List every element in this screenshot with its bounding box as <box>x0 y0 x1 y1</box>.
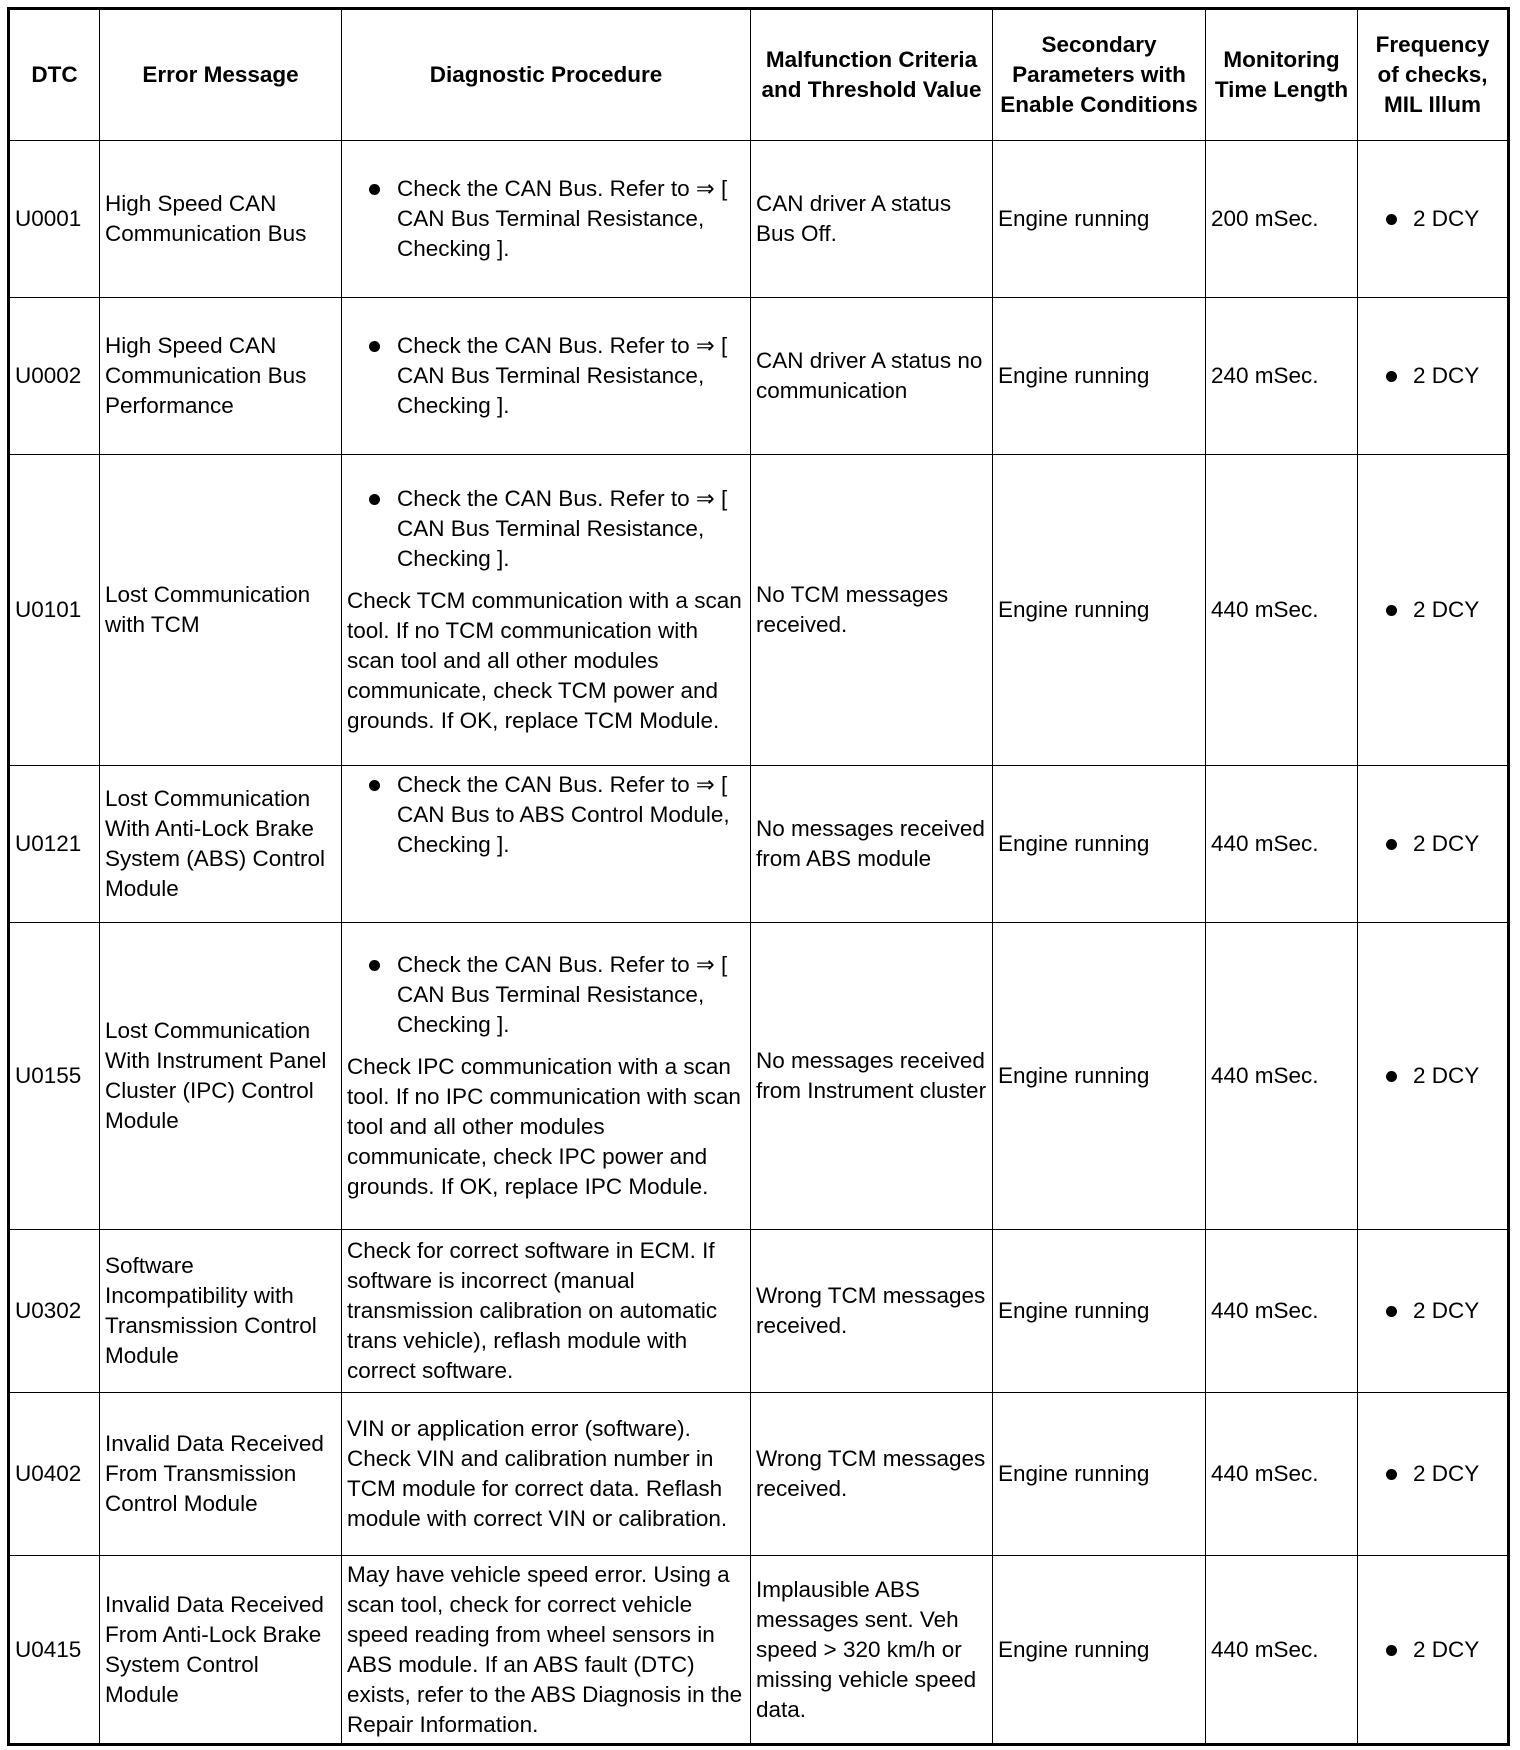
error-message: Lost Communication With Instrument Panel Cluster (IPC) Control Module <box>100 923 342 1230</box>
dtc-code: U0002 <box>9 298 100 455</box>
monitoring-time: 440 mSec. <box>1206 923 1358 1230</box>
header-diagnostic-procedure: Diagnostic Procedure <box>342 9 751 141</box>
malfunction-criteria: Implausible ABS messages sent. Veh speed > 320 km/h or missing vehicle speed data. <box>751 1556 993 1745</box>
error-message: Lost Communication with TCM <box>100 455 342 766</box>
procedure-bullet: Check the CAN Bus. Refer to ⇒ [ CAN Bus Terminal Resistance, Checking ]. <box>347 174 745 264</box>
error-message: Invalid Data Received From Transmission Control Module <box>100 1393 342 1556</box>
diagnostic-procedure <box>342 923 751 1230</box>
malfunction-criteria: No TCM messages received. <box>751 455 993 766</box>
diagnostic-procedure: May have vehicle speed error. Using a scan tool, check for correct vehicle speed reading from wheel sensors in ABS module. If an ABS fault (DTC) exists, refer to the ABS Diagnosis in the Repair Information. <box>342 1556 751 1745</box>
frequency-cell <box>1358 766 1509 923</box>
monitoring-time: 440 mSec. <box>1206 766 1358 923</box>
monitoring-time: 440 mSec. <box>1206 1393 1358 1556</box>
diagnostic-procedure <box>342 766 751 923</box>
dtc-code: U0415 <box>9 1556 100 1745</box>
dtc-code: U0001 <box>9 141 100 298</box>
malfunction-criteria: CAN driver A status Bus Off. <box>751 141 993 298</box>
diagnostic-procedure <box>342 455 751 766</box>
malfunction-criteria: No messages received from ABS module <box>751 766 993 923</box>
frequency-cell <box>1358 141 1509 298</box>
frequency-value: 2 DCY <box>1363 595 1502 625</box>
frequency-value: 2 DCY <box>1363 1061 1502 1091</box>
error-message: High Speed CAN Communication Bus <box>100 141 342 298</box>
malfunction-criteria: No messages received from Instrument cluster <box>751 923 993 1230</box>
dtc-code: U0101 <box>9 455 100 766</box>
frequency-value: 2 DCY <box>1363 829 1502 859</box>
table-row <box>9 298 1509 455</box>
table-row <box>9 766 1509 923</box>
header-malfunction-criteria: Malfunction Criteria and Threshold Value <box>751 9 993 141</box>
monitoring-time: 440 mSec. <box>1206 1556 1358 1745</box>
secondary-parameters: Engine running <box>993 1393 1206 1556</box>
dtc-code: U0121 <box>9 766 100 923</box>
procedure-bullet: Check the CAN Bus. Refer to ⇒ [ CAN Bus to ABS Control Module, Checking ]. <box>347 770 745 860</box>
frequency-value: 2 DCY <box>1363 204 1502 234</box>
frequency-cell <box>1358 923 1509 1230</box>
procedure-bullet: Check the CAN Bus. Refer to ⇒ [ CAN Bus Terminal Resistance, Checking ]. <box>347 331 745 421</box>
secondary-parameters: Engine running <box>993 141 1206 298</box>
diagnostic-procedure <box>342 141 751 298</box>
dtc-code: U0402 <box>9 1393 100 1556</box>
frequency-value: 2 DCY <box>1363 1459 1502 1489</box>
diagnostic-procedure: Check for correct software in ECM. If software is incorrect (manual transmission calibration on automatic trans vehicle), reflash module with correct software. <box>342 1230 751 1393</box>
header-secondary-parameters: Secondary Parameters with Enable Conditions <box>993 9 1206 141</box>
table-row <box>9 141 1509 298</box>
procedure-bullet: Check the CAN Bus. Refer to ⇒ [ CAN Bus Terminal Resistance, Checking ]. <box>347 950 745 1040</box>
frequency-cell <box>1358 1556 1509 1745</box>
frequency-cell <box>1358 455 1509 766</box>
procedure-bullet: Check the CAN Bus. Refer to ⇒ [ CAN Bus Terminal Resistance, Checking ]. <box>347 484 745 574</box>
secondary-parameters: Engine running <box>993 1230 1206 1393</box>
header-error-message: Error Message <box>100 9 342 141</box>
diagnostic-procedure <box>342 298 751 455</box>
diagnostic-procedure: VIN or application error (software). Check VIN and calibration number in TCM module for correct data. Reflash module with correct VIN or calibration. <box>342 1393 751 1556</box>
error-message: Software Incompatibility with Transmission Control Module <box>100 1230 342 1393</box>
malfunction-criteria: CAN driver A status no communication <box>751 298 993 455</box>
monitoring-time: 200 mSec. <box>1206 141 1358 298</box>
error-message: Lost Communication With Anti-Lock Brake System (ABS) Control Module <box>100 766 342 923</box>
table-row <box>9 1393 1509 1556</box>
secondary-parameters: Engine running <box>993 455 1206 766</box>
malfunction-criteria: Wrong TCM messages received. <box>751 1393 993 1556</box>
malfunction-criteria: Wrong TCM messages received. <box>751 1230 993 1393</box>
table-row <box>9 1556 1509 1745</box>
table-row <box>9 1230 1509 1393</box>
frequency-value: 2 DCY <box>1363 1296 1502 1326</box>
header-dtc: DTC <box>9 9 100 141</box>
frequency-cell <box>1358 1393 1509 1556</box>
procedure-text: Check TCM communication with a scan tool. If no TCM communication with scan tool and all other modules communicate, check TCM power and grounds. If OK, replace TCM Module. <box>347 588 742 733</box>
secondary-parameters: Engine running <box>993 766 1206 923</box>
error-message: Invalid Data Received From Anti-Lock Brake System Control Module <box>100 1556 342 1745</box>
frequency-cell <box>1358 1230 1509 1393</box>
table-row <box>9 455 1509 766</box>
table-row <box>9 923 1509 1230</box>
error-message: High Speed CAN Communication Bus Performance <box>100 298 342 455</box>
procedure-text: Check IPC communication with a scan tool. If no IPC communication with scan tool and all other modules communicate, check IPC power and grounds. If OK, replace IPC Module. <box>347 1054 741 1199</box>
header-frequency: Frequency of checks, MIL Illum <box>1358 9 1509 141</box>
secondary-parameters: Engine running <box>993 923 1206 1230</box>
dtc-table <box>7 7 1510 1746</box>
secondary-parameters: Engine running <box>993 298 1206 455</box>
frequency-cell <box>1358 298 1509 455</box>
monitoring-time: 440 mSec. <box>1206 455 1358 766</box>
dtc-code: U0155 <box>9 923 100 1230</box>
frequency-value: 2 DCY <box>1363 361 1502 391</box>
secondary-parameters: Engine running <box>993 1556 1206 1745</box>
monitoring-time: 240 mSec. <box>1206 298 1358 455</box>
frequency-value: 2 DCY <box>1363 1635 1502 1665</box>
monitoring-time: 440 mSec. <box>1206 1230 1358 1393</box>
header-row <box>9 9 1509 141</box>
dtc-code: U0302 <box>9 1230 100 1393</box>
header-monitoring-time: Monitoring Time Length <box>1206 9 1358 141</box>
